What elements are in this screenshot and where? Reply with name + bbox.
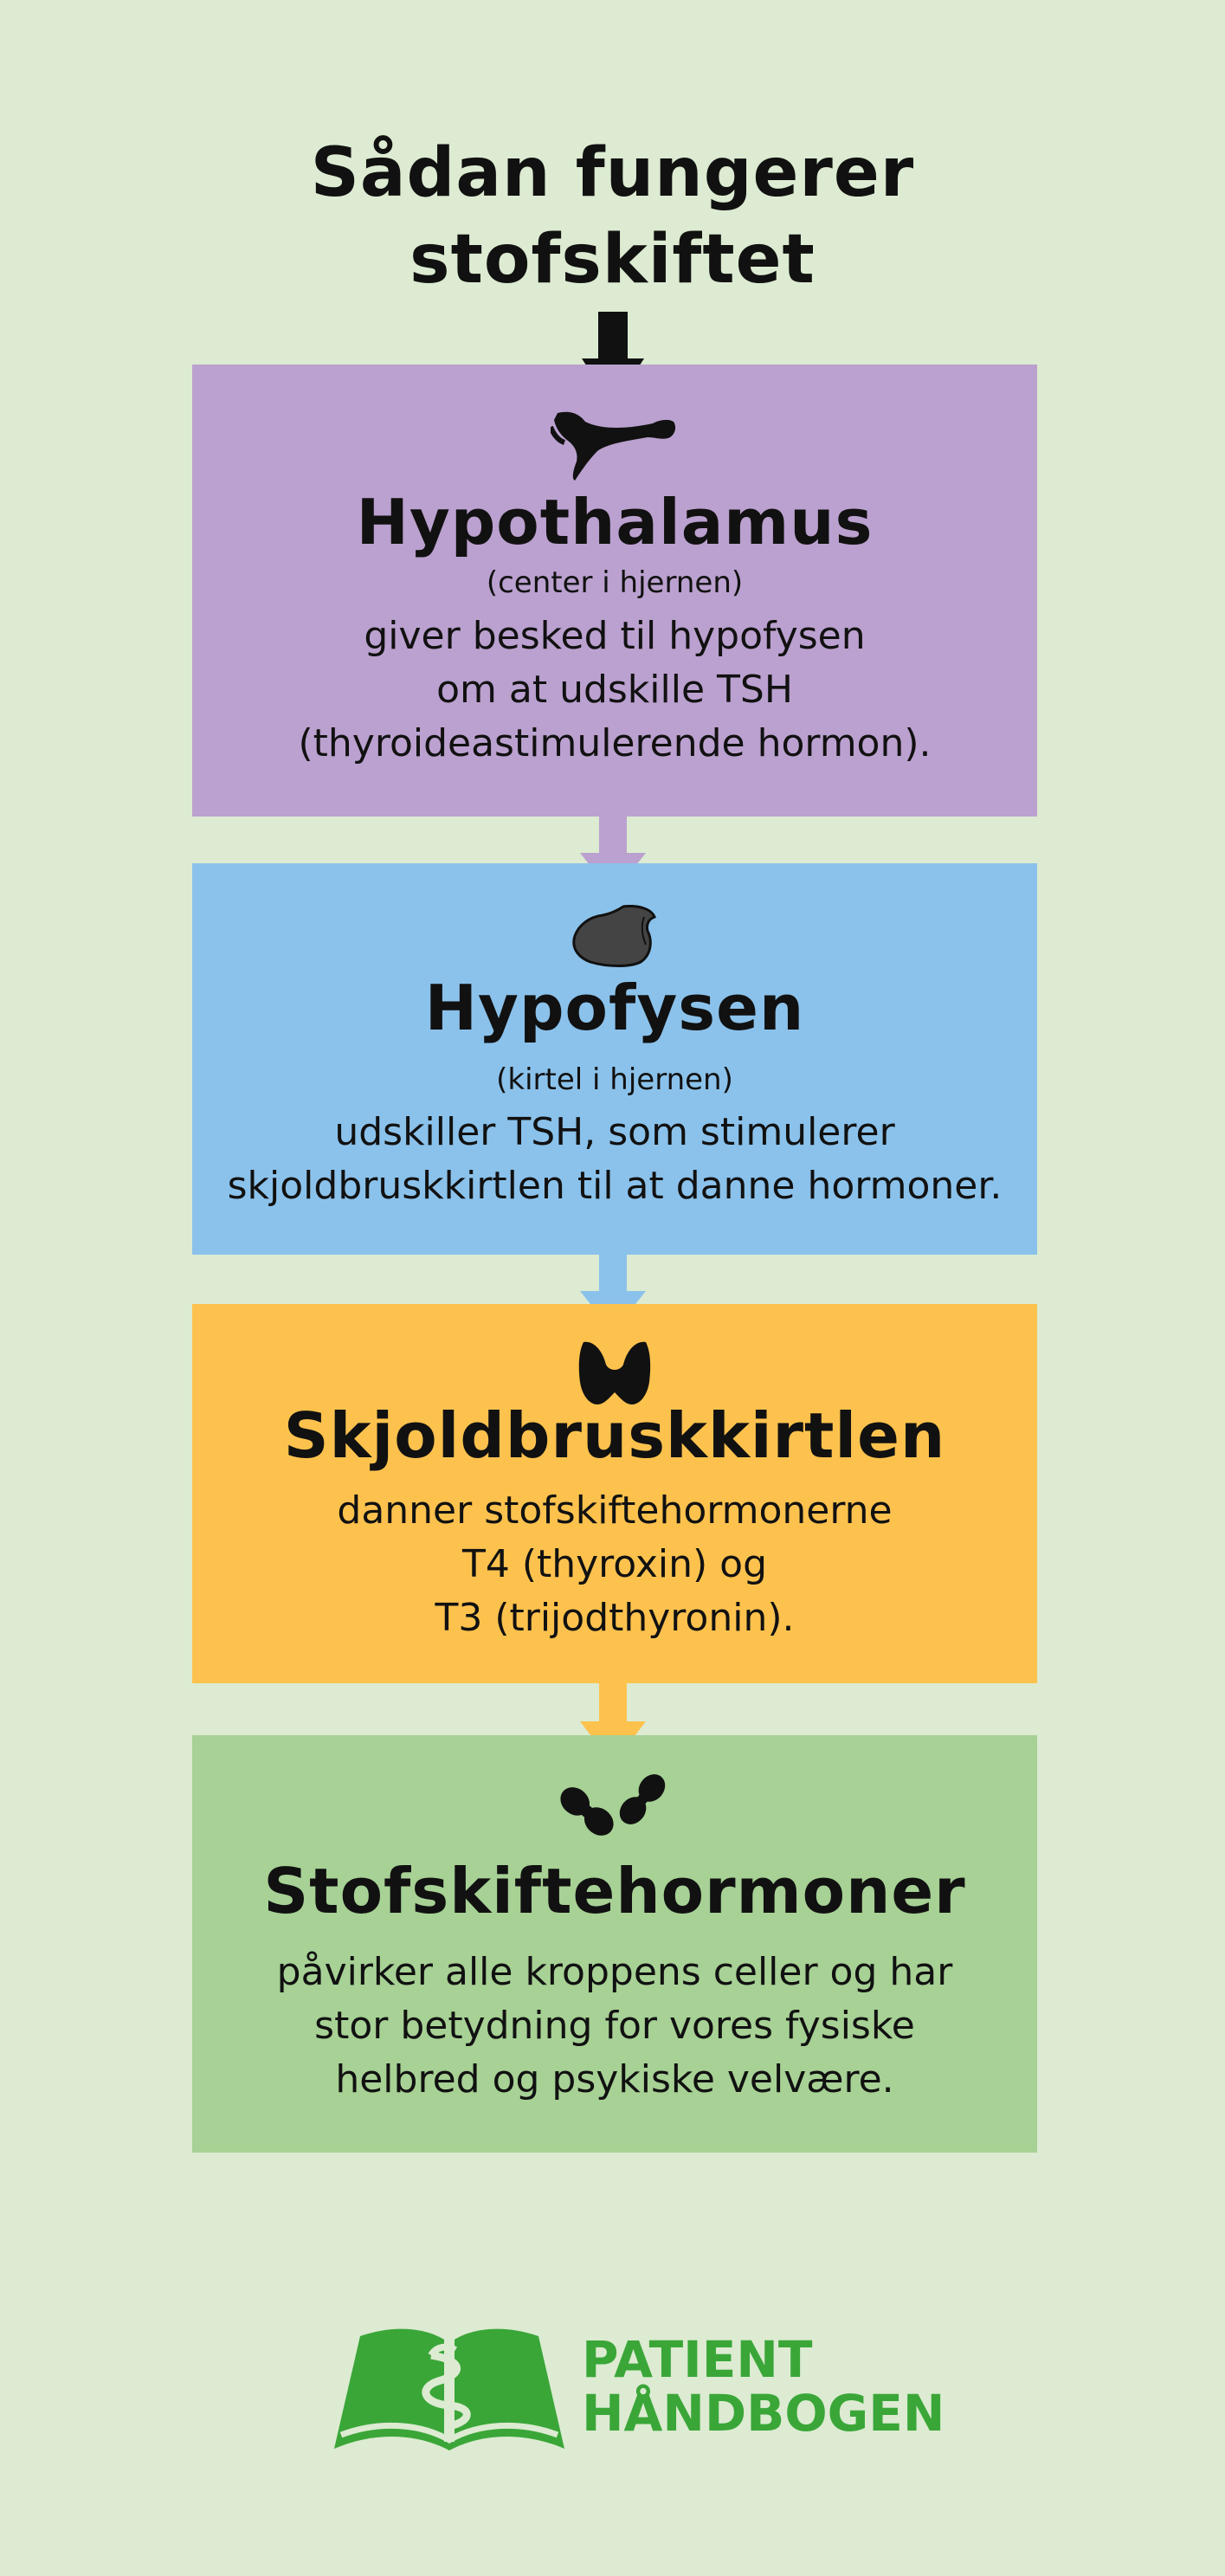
step-description: udskiller TSH, som stimulerer skjoldbruskkirtlen til at danne hormoner. <box>227 1110 1003 1208</box>
step-subtitle: (kirtel i hjernen) <box>496 1062 733 1097</box>
step-heading: Hypofysen <box>424 972 805 1044</box>
step-subtitle: (center i hjernen) <box>486 565 744 600</box>
pituitary-icon <box>571 905 658 969</box>
step-description: giver besked til hypofysen om at udskille TSH (thyroideastimulerende hormon). <box>298 614 932 765</box>
page-title: Sådan fungerer stofskiftet <box>310 134 915 299</box>
hormone-molecules-icon <box>554 1766 675 1844</box>
hypothalamus-icon <box>551 401 680 484</box>
step-stofskiftehormoner <box>192 1735 1037 2153</box>
step-hypofysen <box>192 863 1037 1255</box>
step-description: påvirker alle kroppens celler og har stor betydning for vores fysiske helbred og psykiske velvære. <box>276 1950 953 2101</box>
step-heading: Hypothalamus <box>356 486 874 558</box>
book-caduceus-icon <box>334 2321 564 2457</box>
step-hypothalamus <box>192 365 1037 817</box>
step-description: danner stofskiftehormonerne T4 (thyroxin) og T3 (trijodthyronin). <box>337 1488 893 1640</box>
logo-wordmark: PATIENT HÅNDBOGEN <box>582 2330 945 2443</box>
step-heading: Stofskiftehormoner <box>263 1855 966 1927</box>
step-skjoldbruskkirtlen <box>192 1304 1037 1683</box>
step-heading: Skjoldbruskkirtlen <box>283 1399 946 1472</box>
thyroid-icon <box>578 1340 651 1406</box>
